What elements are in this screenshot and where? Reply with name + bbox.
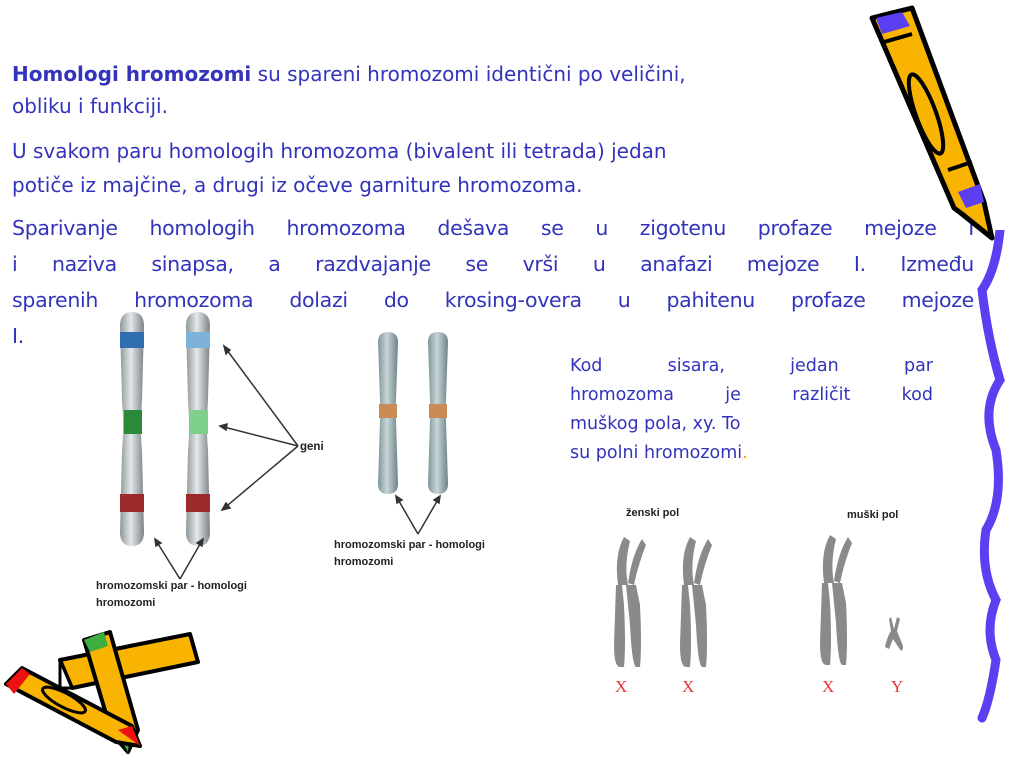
letter-x-3: X [822, 677, 835, 696]
letter-x-2: X [682, 677, 695, 696]
letter-y: Y [891, 677, 904, 696]
y-chromosome [885, 617, 903, 651]
paragraph-homologous-definition: Homologi hromozomi su spareni hromozomi identični po veličini, obliku i funkciji. [12, 62, 686, 118]
pencil-icon-top-right [862, 2, 1002, 242]
gene-arrows [220, 346, 298, 510]
term-homologi-hromozomi: Homologi hromozomi [12, 62, 252, 86]
chromosome-right [186, 312, 210, 546]
paragraph-bivalent: U svakom paru homologih hromozoma (bivalent ili tetrada) jedan potiče iz majčine, a drugi iz očeve garniture hromozoma. [12, 139, 667, 197]
paragraph-synapsis: Sparivanje homologih hromozoma dešava se u zigotenu profaze mejoze I i naziva sinapsa, a razdvajanje se vrši u anafazi mejoze I. Između sparenih hromozoma dolazi do krosing-overa u pahitenu profaze mejoze I. [12, 216, 974, 348]
genes-label: geni [300, 441, 324, 453]
crayon-horizontal [60, 634, 198, 688]
caption-arrows-pair [388, 492, 448, 538]
female-label: ženski pol [626, 507, 680, 519]
x-chromosome-female-1 [614, 537, 646, 667]
figure-genes-caption: hromozomski par - homologi hromozomi [96, 580, 247, 609]
male-label: muški pol [847, 509, 899, 521]
chromosome-pair-right [428, 332, 448, 494]
x-chromosome-male [820, 535, 852, 665]
crayons-icon-bottom-left [0, 618, 210, 758]
chromosome-left [120, 312, 144, 546]
letter-x-1: X [615, 677, 628, 696]
wavy-line-decoration [960, 230, 1024, 730]
x-chromosome-female-2 [680, 537, 712, 667]
figure-pair-caption: hromozomski par - homologi hromozomi [334, 539, 485, 568]
figure-homologous-genes [100, 310, 340, 560]
figure-sex-chromosomes [600, 525, 930, 675]
figure-homologous-pair [370, 330, 460, 500]
paragraph-sex-chromosomes: Kod sisara, jedan par hromozoma je različit kod muškog pola, xy. To su polni hromozomi. [570, 356, 933, 463]
chromosome-pair-left [378, 332, 398, 494]
